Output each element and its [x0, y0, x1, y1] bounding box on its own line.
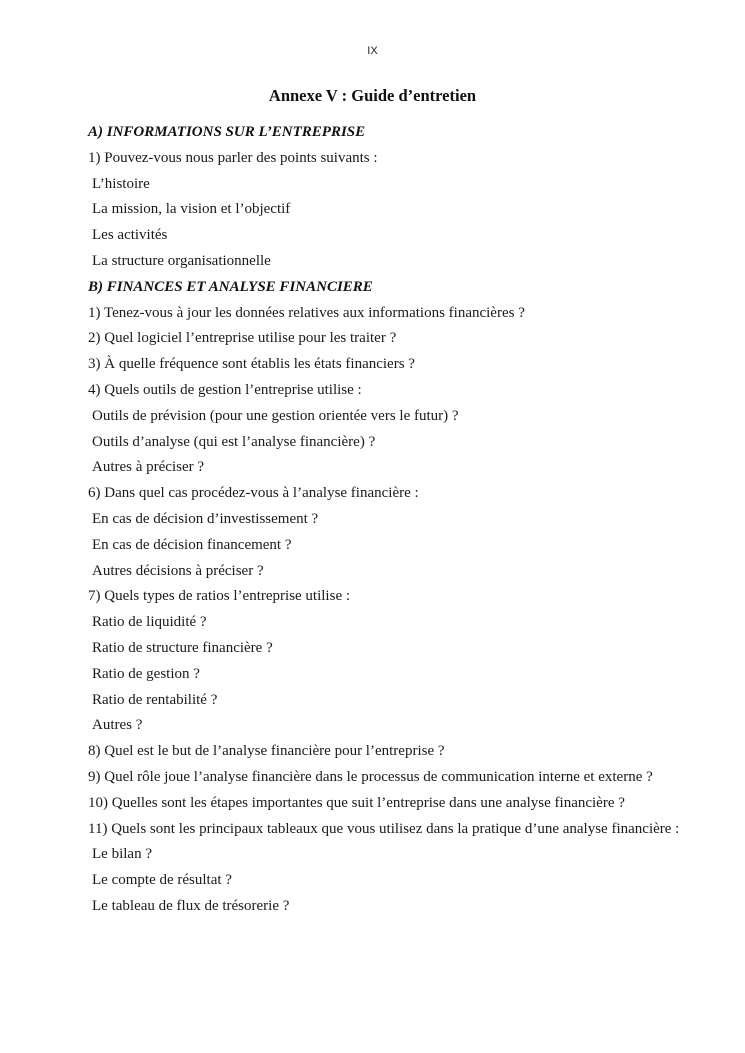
sub-item-line: Les activités: [92, 227, 168, 244]
sub-item-line: Le tableau de flux de trésorerie ?: [92, 897, 290, 914]
sub-item-line: En cas de décision financement ?: [92, 536, 292, 553]
question-line: 11) Quels sont les principaux tableaux que vous utilisez dans la pratique d’une analyse financière :: [88, 820, 680, 837]
sub-item-line: La mission, la vision et l’objectif: [92, 201, 291, 218]
question-line: 7) Quels types de ratios l’entreprise utilise :: [88, 588, 351, 605]
sub-item-line: Le bilan ?: [92, 846, 152, 863]
sub-item-line: Outils d’analyse (qui est l’analyse financière) ?: [92, 433, 376, 450]
question-line: 1) Pouvez-vous nous parler des points suivants :: [88, 149, 378, 166]
sub-item-line: Ratio de liquidité ?: [92, 614, 207, 631]
sub-item-line: Autres à préciser ?: [92, 459, 205, 476]
sub-item-line: Ratio de structure financière ?: [92, 639, 273, 656]
sub-item-line: L’histoire: [92, 175, 150, 192]
sub-item-line: La structure organisationnelle: [92, 252, 271, 269]
question-line: 8) Quel est le but de l’analyse financière pour l’entreprise ?: [88, 743, 445, 760]
sub-item-line: Autres ?: [92, 717, 143, 734]
question-line: 3) À quelle fréquence sont établis les états financiers ?: [88, 356, 415, 373]
sub-item-line: Ratio de gestion ?: [92, 665, 200, 682]
sub-item-line: Autres décisions à préciser ?: [92, 562, 264, 579]
section-heading-informations-entreprise: A) INFORMATIONS SUR L’ENTREPRISE: [88, 124, 366, 140]
question-line: 4) Quels outils de gestion l’entreprise utilise :: [88, 381, 362, 398]
question-line: 9) Quel rôle joue l’analyse financière dans le processus de communication interne et externe ?: [88, 768, 653, 785]
sub-item-line: Outils de prévision (pour une gestion orientée vers le futur) ?: [92, 407, 459, 424]
page-number: IX: [367, 45, 378, 57]
sub-item-line: Ratio de rentabilité ?: [92, 691, 218, 708]
question-line: 10) Quelles sont les étapes importantes que suit l’entreprise dans une analyse financière ?: [88, 794, 625, 811]
document-content: [88, 120, 688, 920]
section-heading-finances-analyse: B) FINANCES ET ANALYSE FINANCIERE: [88, 278, 373, 295]
sub-item-line: En cas de décision d’investissement ?: [92, 510, 319, 527]
question-line: 2) Quel logiciel l’entreprise utilise pour les traiter ?: [88, 330, 397, 347]
page-title: Annexe V : Guide d’entretien: [268, 86, 477, 105]
question-line: 1) Tenez-vous à jour les données relatives aux informations financières ?: [88, 304, 525, 321]
sub-item-line: Le compte de résultat ?: [92, 872, 232, 889]
question-line: 6) Dans quel cas procédez-vous à l’analyse financière :: [88, 485, 419, 502]
